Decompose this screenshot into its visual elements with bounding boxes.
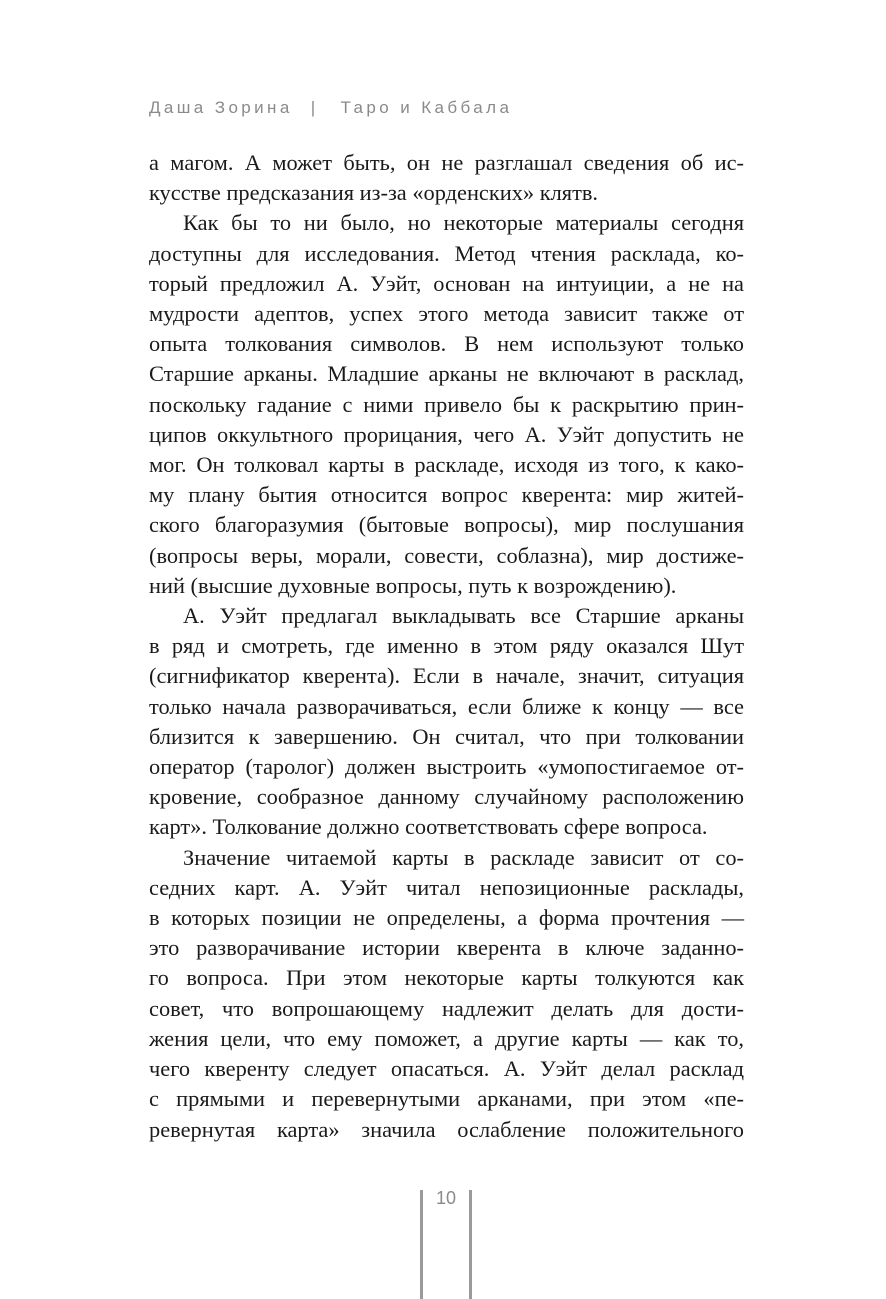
paragraph-2-line: поскольку гадание с ними привело бы к раскрытию прин-: [149, 391, 744, 417]
paragraph-4-line: Значение читаемой карты в раскладе зависит от со-: [183, 844, 744, 870]
paragraph-2-line: мог. Он толковал карты в раскладе, исходя из того, к како-: [149, 452, 744, 478]
paragraph-3-line: карт». Толкование должно соответствовать сфере вопроса.: [149, 814, 708, 840]
paragraph-3-line: А. Уэйт предлагал выкладывать все Старшие арканы: [183, 603, 744, 629]
paragraph-4-line: го вопроса. При этом некоторые карты толкуются как: [149, 965, 744, 991]
paragraph-4-line: седних карт. А. Уэйт читал непозиционные расклады,: [149, 874, 744, 900]
running-header: [149, 98, 512, 118]
paragraph-3-line: (сигнификатор кверента). Если в начале, значит, ситуация: [149, 663, 744, 689]
paragraph-3-line: в ряд и смотреть, где именно в этом ряду оказался Шут: [149, 633, 744, 659]
paragraph-2-line: ципов оккультного прорицания, чего А. Уэйт допустить не: [149, 421, 744, 447]
paragraph-2-line: торый предложил А. Уэйт, основан на интуиции, а не на: [149, 270, 744, 296]
paragraph-2-line: Как бы то ни было, но некоторые материалы сегодня: [183, 210, 744, 236]
paragraph-2-line: ний (высшие духовные вопросы, путь к возрождению).: [149, 572, 677, 598]
paragraph-3-line: только начала разворачиваться, если ближе к концу — все: [149, 693, 744, 719]
paragraph-3-line: кровение, сообразное данному случайному расположению: [149, 784, 744, 810]
paragraph-4-line: ревернутая карта» значила ослабление положительного: [149, 1116, 744, 1142]
paragraph-1-line: а магом. А может быть, он не разглашал сведения об ис-: [149, 150, 744, 175]
paragraph-2-line: доступны для исследования. Метод чтения расклада, ко-: [149, 240, 744, 266]
paragraph-2-line: ского благоразумия (бытовые вопросы), мир послушания: [149, 512, 744, 538]
header-book-title: Таро и Каббала: [340, 98, 513, 117]
header-separator: |: [310, 98, 319, 117]
paragraph-4-line: совет, что вопрошающему надлежит делать для дости-: [149, 995, 744, 1021]
paragraph-2-line: Старшие арканы. Младшие арканы не включают в расклад,: [149, 361, 744, 387]
page-number: 10: [435, 1188, 457, 1208]
paragraph-3-line: оператор (таролог) должен выстроить «умопостигаемое от-: [149, 754, 744, 780]
body-text: [149, 148, 744, 1145]
paragraph-2-line: мудрости адептов, успех этого метода зависит также от: [149, 301, 744, 327]
paragraph-4-line: в которых позиции не определены, а форма прочтения —: [149, 905, 744, 931]
paragraph-4-line: жения цели, что ему поможет, а другие карты — как то,: [149, 1025, 744, 1051]
header-author: Даша Зорина: [149, 98, 293, 117]
paragraph-1-line: кусстве предсказания из-за «орденских» клятв.: [149, 180, 599, 206]
paragraph-4-line: чего кверенту следует опасаться. А. Уэйт делал расклад: [149, 1056, 744, 1082]
paragraph-4-line: с прямыми и перевернутыми арканами, при этом «пе-: [149, 1086, 744, 1112]
paragraph-4-line: это разворачивание истории кверента в ключе заданно-: [149, 935, 744, 961]
paragraph-2-line: опыта толкования символов. В нем используют только: [149, 331, 744, 357]
paragraph-2-line: (вопросы веры, морали, совести, соблазна), мир достиже-: [149, 542, 744, 568]
paragraph-3-line: близится к завершению. Он считал, что при толковании: [149, 723, 744, 749]
paragraph-2-line: му плану бытия относится вопрос кверента: мир житей-: [149, 482, 744, 508]
